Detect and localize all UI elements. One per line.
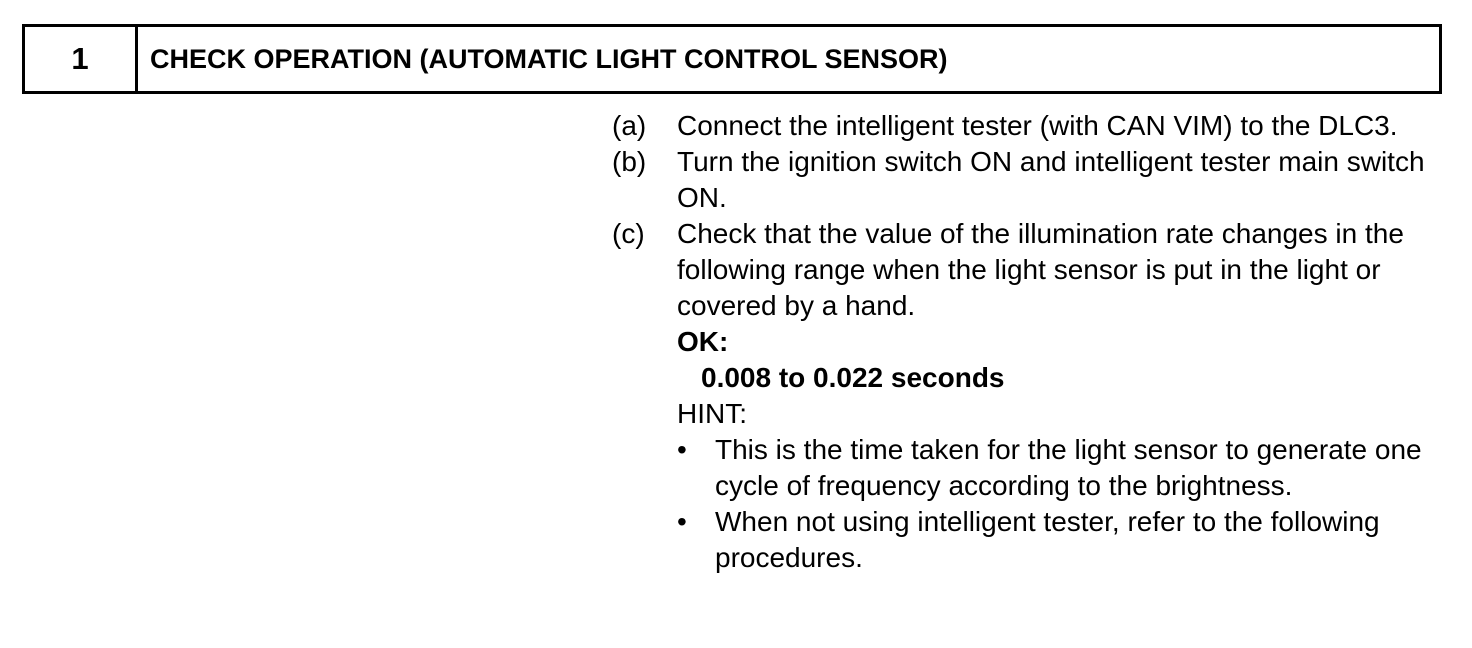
item-body	[677, 216, 1452, 576]
step-header	[22, 24, 1442, 94]
ok-label: OK:	[677, 326, 729, 357]
item-text: Turn the ignition switch ON and intelligent tester main switch ON.	[677, 146, 1425, 213]
procedure-item-c	[612, 216, 1452, 576]
procedure-content	[612, 108, 1452, 576]
item-text: Connect the intelligent tester (with CAN VIM) to the DLC3.	[677, 110, 1398, 141]
step-number: 1	[25, 27, 138, 91]
item-text: Check that the value of the illumination rate changes in the following range when the light sensor is put in the light or covered by a hand.	[677, 218, 1404, 321]
hint-text: This is the time taken for the light sensor to generate one cycle of frequency according to the brightness.	[715, 434, 1422, 501]
hint-bullet-item	[677, 504, 1452, 576]
hint-label: HINT:	[677, 398, 747, 429]
bullet-icon: •	[677, 506, 687, 537]
ok-value: 0.008 to 0.022 seconds	[701, 362, 1005, 393]
item-marker: (c)	[612, 218, 645, 249]
hint-text: When not using intelligent tester, refer to the following procedures.	[715, 506, 1380, 573]
bullet-icon: •	[677, 434, 687, 465]
step-title: CHECK OPERATION (AUTOMATIC LIGHT CONTROL SENSOR)	[150, 43, 948, 74]
procedure-item-b	[612, 144, 1452, 216]
item-marker: (b)	[612, 146, 647, 177]
procedure-item-a	[612, 108, 1452, 144]
item-marker: (a)	[612, 110, 647, 141]
hint-bullet-item	[677, 432, 1452, 504]
